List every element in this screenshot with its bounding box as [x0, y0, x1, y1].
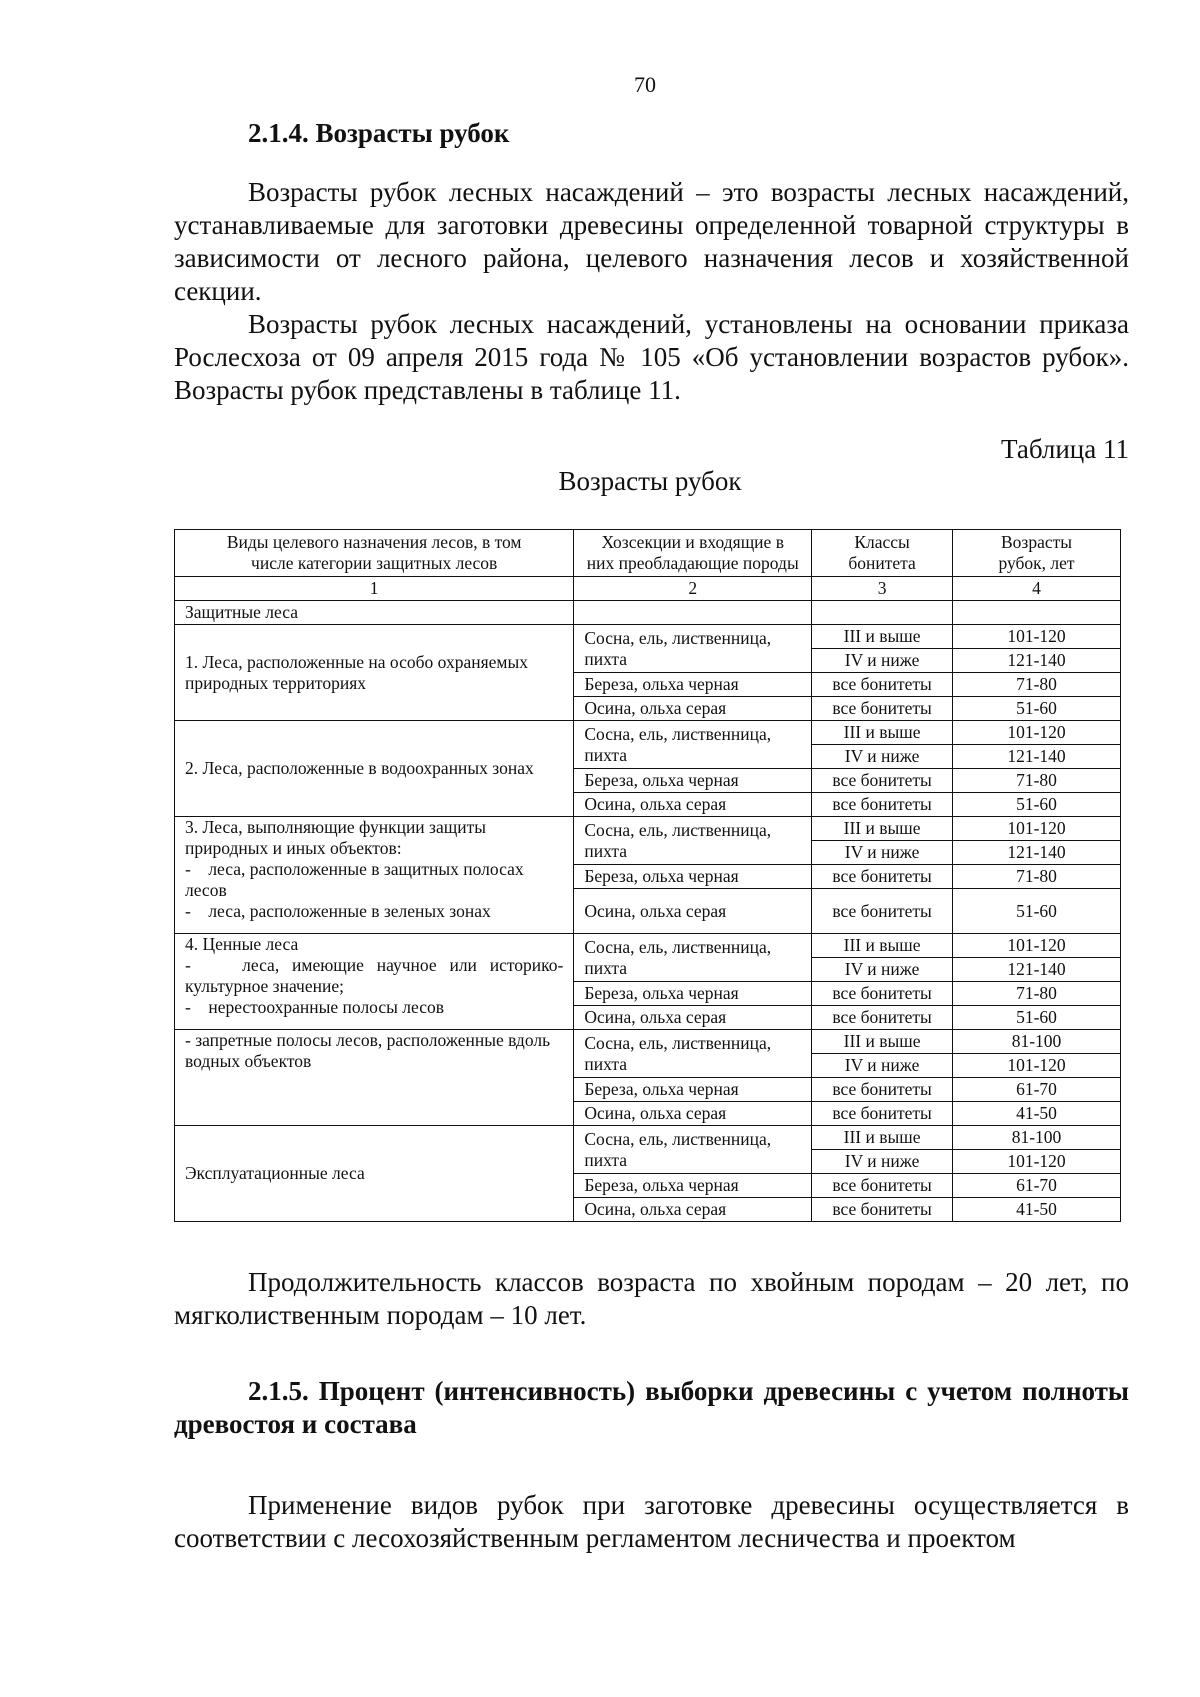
site-class-cell: III и выше: [812, 817, 953, 841]
species-cell: Сосна, ель, лиственница, пихта: [574, 1126, 812, 1174]
table-row: [175, 721, 1121, 745]
age-cell: 71-80: [953, 769, 1121, 793]
category-cell: 2. Леса, расположенные в водоохранных зонах: [175, 721, 574, 817]
age-cell: 101-120: [953, 1054, 1121, 1078]
header-forest-purpose: Виды целевого назначения лесов, в том числе категории защитных лесов: [175, 530, 574, 577]
site-class-cell: III и выше: [812, 721, 953, 745]
site-class-cell: IV и ниже: [812, 1150, 953, 1174]
species-cell: Береза, ольха черная: [574, 673, 812, 697]
species-cell: Сосна, ель, лиственница, пихта: [574, 934, 812, 982]
species-cell: Сосна, ель, лиственница, пихта: [574, 721, 812, 769]
age-cell: 121-140: [953, 841, 1121, 865]
category-line: - леса, расположенные в зеленых зонах: [185, 901, 491, 921]
section-heading-2-1-5: 2.1.5. Процент (интенсивность) выборки древесины с учетом полноты древостоя и состава: [174, 1376, 1129, 1439]
age-cell: 41-50: [953, 1198, 1121, 1222]
species-cell: Береза, ольха черная: [574, 769, 812, 793]
column-number: 2: [574, 577, 812, 601]
species-cell: Береза, ольха черная: [574, 1174, 812, 1198]
age-cell: 41-50: [953, 1102, 1121, 1126]
age-cell: 51-60: [953, 1006, 1121, 1030]
species-cell: Осина, ольха серая: [574, 793, 812, 817]
site-class-cell: все бонитеты: [812, 697, 953, 721]
paragraph-age-class-duration: Продолжительность классов возраста по хвойным породам – 20 лет, по мягколиственным породам – 10 лет.: [174, 1267, 1129, 1330]
column-number: 4: [953, 577, 1121, 601]
age-cell: 81-100: [953, 1126, 1121, 1150]
species-cell: Береза, ольха черная: [574, 982, 812, 1006]
age-cell: 51-60: [953, 793, 1121, 817]
age-cell: 51-60: [953, 889, 1121, 934]
age-cell: 121-140: [953, 649, 1121, 673]
site-class-cell: IV и ниже: [812, 958, 953, 982]
section-heading-2-1-4: 2.1.4. Возрасты рубок: [248, 118, 510, 148]
species-cell: Осина, ольха серая: [574, 1198, 812, 1222]
age-cell: 121-140: [953, 958, 1121, 982]
species-cell: Сосна, ель, лиственница, пихта: [574, 1030, 812, 1078]
table-row: [175, 1126, 1121, 1150]
species-cell: Береза, ольха черная: [574, 1078, 812, 1102]
category-line: - леса, имеющие научное или историко-культурное значение;: [185, 955, 564, 996]
age-cell: 71-80: [953, 982, 1121, 1006]
species-cell: Сосна, ель, лиственница, пихта: [574, 817, 812, 865]
category-line: - леса, расположенные в защитных полосах лесов: [185, 859, 528, 900]
site-class-cell: все бонитеты: [812, 769, 953, 793]
category-cell: 1. Леса, расположенные на особо охраняемых природных территориях: [175, 625, 574, 721]
column-number: 1: [175, 577, 574, 601]
site-class-cell: III и выше: [812, 1126, 953, 1150]
age-cell: 101-120: [953, 817, 1121, 841]
site-class-cell: все бонитеты: [812, 982, 953, 1006]
age-cell: 121-140: [953, 745, 1121, 769]
site-class-cell: III и выше: [812, 625, 953, 649]
site-class-cell: IV и ниже: [812, 1054, 953, 1078]
age-cell: 51-60: [953, 697, 1121, 721]
age-cell: 71-80: [953, 865, 1121, 889]
header-site-class: Классы бонитета: [812, 530, 953, 577]
category-cell: Эксплуатационные леса: [175, 1126, 574, 1222]
table-row: [175, 1030, 1121, 1054]
category-line: 3. Леса, выполняющие функции защиты природных и иных объектов:: [185, 817, 486, 858]
table-title: Возрасты рубок: [558, 466, 742, 496]
species-cell: Сосна, ель, лиственница, пихта: [574, 625, 812, 673]
column-number: 3: [812, 577, 953, 601]
site-class-cell: все бонитеты: [812, 1006, 953, 1030]
site-class-cell: все бонитеты: [812, 1198, 953, 1222]
age-cell: 101-120: [953, 1150, 1121, 1174]
species-cell: Осина, ольха серая: [574, 697, 812, 721]
age-cell: 81-100: [953, 1030, 1121, 1054]
category-cell: [175, 817, 574, 934]
table-row: [175, 934, 1121, 958]
age-cell: 101-120: [953, 721, 1121, 745]
table-label: Таблица 11: [1001, 434, 1129, 464]
species-cell: Осина, ольха серая: [574, 889, 812, 934]
site-class-cell: III и выше: [812, 1030, 953, 1054]
site-class-cell: все бонитеты: [812, 1174, 953, 1198]
site-class-cell: все бонитеты: [812, 673, 953, 697]
table-section-row: [175, 601, 1121, 625]
site-class-cell: все бонитеты: [812, 1102, 953, 1126]
table-row: [175, 817, 1121, 841]
age-cell: 71-80: [953, 673, 1121, 697]
section-protective-forests: Защитные леса: [175, 601, 574, 625]
species-cell: Осина, ольха серая: [574, 1006, 812, 1030]
site-class-cell: все бонитеты: [812, 889, 953, 934]
site-class-cell: все бонитеты: [812, 865, 953, 889]
site-class-cell: IV и ниже: [812, 841, 953, 865]
page-number: 70: [634, 72, 656, 97]
species-cell: Осина, ольха серая: [574, 1102, 812, 1126]
paragraph-definition: Возрасты рубок лесных насаждений – это возрасты лесных насаждений, устанавливаемые для заготовки древесины определенной товарной структуры в зависимости от лесного района, целевого назначения лесов и хозяйственной секции.: [174, 177, 1129, 306]
paragraph-cutting-types: Применение видов рубок при заготовке древесины осуществляется в соответствии с лесохозяйственным регламентом лесничества и проектом: [174, 1490, 1129, 1553]
age-cell: 61-70: [953, 1078, 1121, 1102]
site-class-cell: III и выше: [812, 934, 953, 958]
table-header-row: [175, 530, 1121, 577]
age-cell: 101-120: [953, 934, 1121, 958]
cutting-ages-table: [174, 529, 1121, 1222]
paragraph-order-reference: Возрасты рубок лесных насаждений, установлены на основании приказа Рослесхоза от 09 апреля 2015 года № 105 «Об установлении возрастов рубок». Возрасты рубок представлены в таблице 11.: [174, 309, 1129, 405]
site-class-cell: все бонитеты: [812, 1078, 953, 1102]
table-row: [175, 625, 1121, 649]
site-class-cell: IV и ниже: [812, 649, 953, 673]
site-class-cell: все бонитеты: [812, 793, 953, 817]
category-line: - нерестоохранные полосы лесов: [185, 997, 444, 1017]
site-class-cell: IV и ниже: [812, 745, 953, 769]
header-cutting-age: Возрасты рубок, лет: [953, 530, 1121, 577]
age-cell: 101-120: [953, 625, 1121, 649]
category-cell: [175, 934, 574, 1030]
header-sections-species: Хозсекции и входящие в них преобладающие породы: [574, 530, 812, 577]
species-cell: Береза, ольха черная: [574, 865, 812, 889]
category-line: 4. Ценные леса: [185, 934, 299, 954]
table-column-numbers: [175, 577, 1121, 601]
age-cell: 61-70: [953, 1174, 1121, 1198]
category-cell: - запретные полосы лесов, расположенные вдоль водных объектов: [175, 1030, 574, 1126]
